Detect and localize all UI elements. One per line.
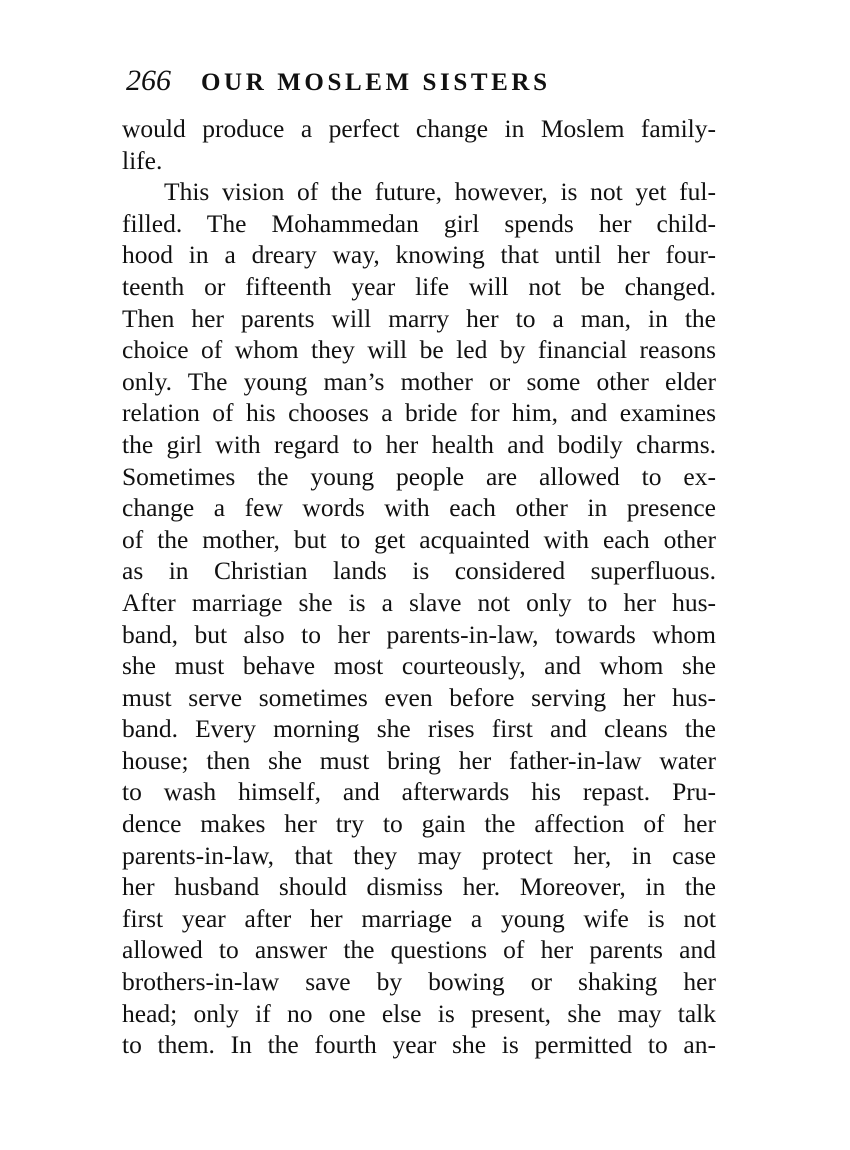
text-line: After marriage she is a slave not only to her hus- <box>122 587 716 617</box>
text-line: life. <box>122 145 163 175</box>
text-line: Sometimes the young people are allowed to ex- <box>122 461 716 491</box>
text-line: to them. In the fourth year she is permitted to an- <box>122 1030 716 1060</box>
paragraph-first-line: This vision of the future, however, is not yet ful- <box>164 177 716 207</box>
text-line: Then her parents will marry her to a man, in the <box>122 303 716 333</box>
running-title: OUR MOSLEM SISTERS <box>201 69 551 96</box>
text-line: band. Every morning she rises first and cleans the <box>122 714 716 744</box>
body-text <box>122 113 716 1061</box>
text-line: only. The young man’s mother or some other elder <box>122 366 716 396</box>
page-number: 266 <box>126 64 171 97</box>
running-head <box>126 64 726 104</box>
text-line: her husband should dismiss her. Moreover, in the <box>122 872 716 902</box>
text-line: dence makes her try to gain the affection of her <box>122 809 716 839</box>
text-line: as in Christian lands is considered superfluous. <box>122 556 716 586</box>
text-line: she must behave most courteously, and whom she <box>122 651 716 681</box>
text-line: first year after her marriage a young wife is not <box>122 903 716 933</box>
text-line: house; then she must bring her father-in-law water <box>122 745 716 775</box>
text-line: of the mother, but to get acquainted with each other <box>122 524 716 554</box>
text-line: filled. The Mohammedan girl spends her child- <box>122 208 716 238</box>
text-line: must serve sometimes even before serving her hus- <box>122 682 716 712</box>
text-line: parents-in-law, that they may protect her, in case <box>122 840 716 870</box>
text-line: choice of whom they will be led by financial reasons <box>122 335 716 365</box>
text-line: to wash himself, and afterwards his repast. Pru- <box>122 777 716 807</box>
text-line: band, but also to her parents-in-law, towards whom <box>122 619 716 649</box>
text-line: would produce a perfect change in Moslem family- <box>122 114 716 143</box>
text-line: teenth or fifteenth year life will not be changed. <box>122 271 716 301</box>
text-line: brothers-in-law save by bowing or shaking her <box>122 967 716 997</box>
text-line: change a few words with each other in presence <box>122 493 716 523</box>
text-line: hood in a dreary way, knowing that until her four- <box>122 240 716 270</box>
text-line: allowed to answer the questions of her parents and <box>122 935 716 965</box>
text-line: relation of his chooses a bride for him, and examines <box>122 398 716 428</box>
text-line: head; only if no one else is present, she may talk <box>122 998 716 1028</box>
text-line: the girl with regard to her health and bodily charms. <box>122 429 716 459</box>
